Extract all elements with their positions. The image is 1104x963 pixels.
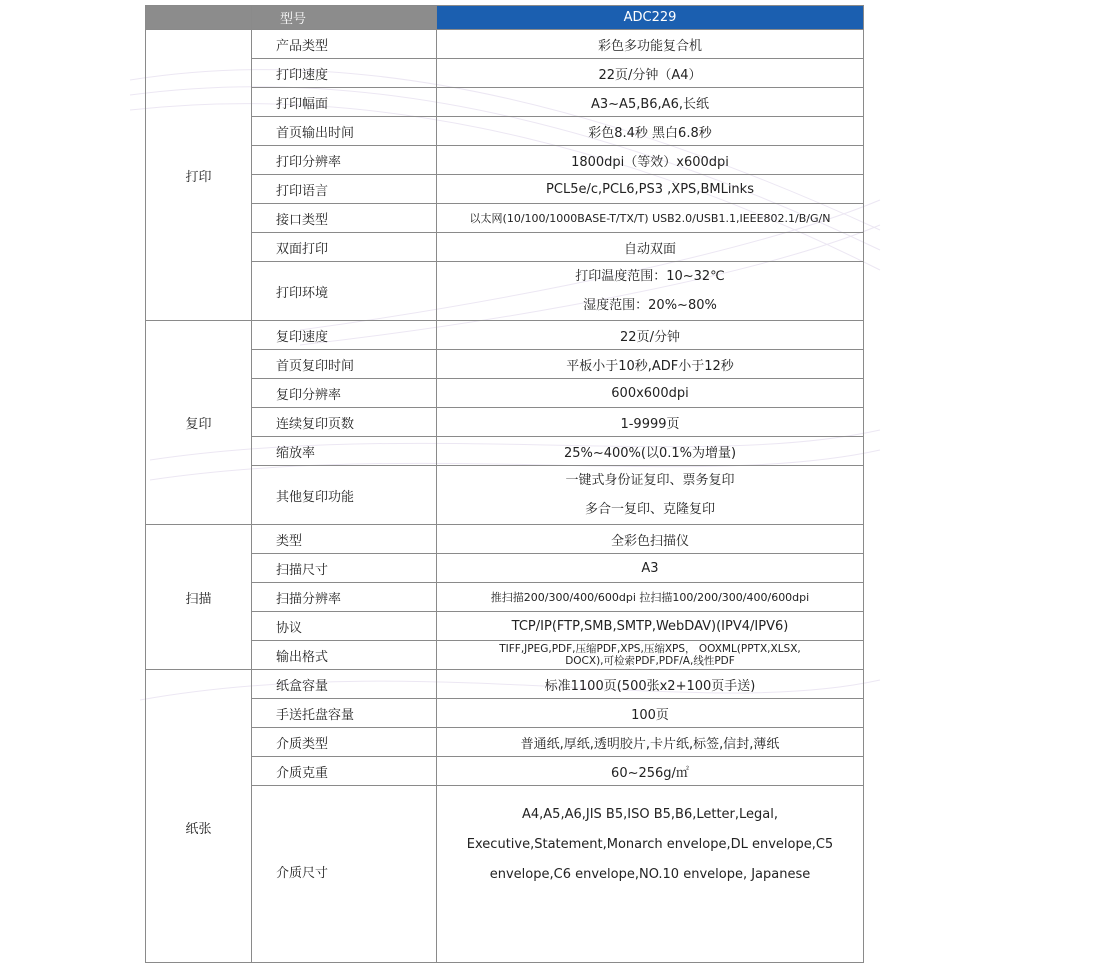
spec-value-multiline xyxy=(437,641,864,670)
category-print: 打印 xyxy=(146,30,252,321)
spec-name: 介质尺寸 xyxy=(252,786,437,963)
spec-value: 自动双面 xyxy=(437,233,864,262)
spec-value: TCP/IP(FTP,SMB,SMTP,WebDAV)(IPV4/IPV6) xyxy=(437,612,864,641)
spec-name: 手送托盘容量 xyxy=(252,699,437,728)
spec-name: 协议 xyxy=(252,612,437,641)
spec-name: 打印语言 xyxy=(252,175,437,204)
spec-value: 以太网(10/100/1000BASE-T/TX/T) USB2.0/USB1.1,IEEE802.1/B/G/N xyxy=(437,204,864,233)
value-line: Executive,Statement,Monarch envelope,DL envelope,C5 xyxy=(466,837,834,852)
table-row xyxy=(146,117,864,146)
spec-name: 产品类型 xyxy=(252,30,437,59)
table-row xyxy=(146,554,864,583)
table-row xyxy=(146,30,864,59)
value-line: TIFF,JPEG,PDF,压缩PDF,XPS,压缩XPS， OOXML(PPTX,XLSX, xyxy=(499,643,801,655)
table-row xyxy=(146,612,864,641)
spec-value: A3 xyxy=(437,554,864,583)
spec-value: 全彩色扫描仪 xyxy=(437,525,864,554)
spec-name: 连续复印页数 xyxy=(252,408,437,437)
table-row xyxy=(146,699,864,728)
table-row xyxy=(146,350,864,379)
spec-value: 600x600dpi xyxy=(437,379,864,408)
table-row xyxy=(146,757,864,786)
table-row xyxy=(146,379,864,408)
table-row xyxy=(146,59,864,88)
value-line: A4,A5,A6,JIS B5,ISO B5,B6,Letter,Legal, xyxy=(521,807,778,822)
spec-name: 输出格式 xyxy=(252,641,437,670)
spec-table xyxy=(145,5,864,963)
table-row xyxy=(146,233,864,262)
spec-name: 首页输出时间 xyxy=(252,117,437,146)
spec-value: 22页/分钟 xyxy=(437,321,864,350)
spec-name: 扫描尺寸 xyxy=(252,554,437,583)
category-paper: 纸张 xyxy=(146,670,252,963)
table-row xyxy=(146,786,864,963)
spec-value: 平板小于10秒,ADF小于12秒 xyxy=(437,350,864,379)
spec-name: 其他复印功能 xyxy=(252,466,437,525)
spec-value: 彩色多功能复合机 xyxy=(437,30,864,59)
value-line: DOCX),可检索PDF,PDF/A,线性PDF xyxy=(565,655,735,667)
spec-name: 打印幅面 xyxy=(252,88,437,117)
spec-name: 类型 xyxy=(252,525,437,554)
header-model-label: 型号 xyxy=(252,6,437,30)
table-row xyxy=(146,175,864,204)
category-copy: 复印 xyxy=(146,321,252,525)
spec-value: PCL5e/c,PCL6,PS3 ,XPS,BMLinks xyxy=(437,175,864,204)
spec-name: 复印速度 xyxy=(252,321,437,350)
spec-name: 复印分辨率 xyxy=(252,379,437,408)
table-row xyxy=(146,466,864,525)
spec-value: 彩色8.4秒 黑白6.8秒 xyxy=(437,117,864,146)
header-model-value: ADC229 xyxy=(437,6,864,30)
spec-value-multiline xyxy=(437,786,864,963)
value-line: envelope,C6 envelope,NO.10 envelope, Japanese xyxy=(489,867,811,882)
spec-value: 22页/分钟（A4） xyxy=(437,59,864,88)
table-row xyxy=(146,204,864,233)
header-row xyxy=(146,6,864,30)
spec-value: A3~A5,B6,A6,长纸 xyxy=(437,88,864,117)
spec-value: 25%~400%(以0.1%为增量) xyxy=(437,437,864,466)
table-row xyxy=(146,641,864,670)
table-row xyxy=(146,88,864,117)
spec-name: 双面打印 xyxy=(252,233,437,262)
spec-value: 推扫描200/300/400/600dpi 拉扫描100/200/300/400/600dpi xyxy=(437,583,864,612)
spec-value: 标准1100页(500张x2+100页手送) xyxy=(437,670,864,699)
header-blank-cell xyxy=(146,6,252,30)
spec-value-multiline xyxy=(437,262,864,321)
spec-value-multiline xyxy=(437,466,864,525)
spec-value: 1-9999页 xyxy=(437,408,864,437)
spec-name: 纸盒容量 xyxy=(252,670,437,699)
spec-name: 介质克重 xyxy=(252,757,437,786)
spec-name: 打印速度 xyxy=(252,59,437,88)
spec-value: 1800dpi（等效）x600dpi xyxy=(437,146,864,175)
table-row xyxy=(146,321,864,350)
category-scan: 扫描 xyxy=(146,525,252,670)
table-row xyxy=(146,525,864,554)
value-line: 湿度范围：20%~80% xyxy=(583,298,717,313)
spec-name: 介质类型 xyxy=(252,728,437,757)
spec-name: 接口类型 xyxy=(252,204,437,233)
spec-name: 打印分辨率 xyxy=(252,146,437,175)
table-row xyxy=(146,728,864,757)
value-line: 打印温度范围：10~32℃ xyxy=(575,269,725,284)
table-row xyxy=(146,146,864,175)
table-row xyxy=(146,408,864,437)
spec-name: 扫描分辨率 xyxy=(252,583,437,612)
spec-value: 60~256g/㎡ xyxy=(437,757,864,786)
spec-value: 100页 xyxy=(437,699,864,728)
spec-name: 缩放率 xyxy=(252,437,437,466)
table-row xyxy=(146,670,864,699)
table-row xyxy=(146,583,864,612)
value-line: 一键式身份证复印、票务复印 xyxy=(565,473,735,488)
spec-name: 首页复印时间 xyxy=(252,350,437,379)
table-row xyxy=(146,437,864,466)
spec-value: 普通纸,厚纸,透明胶片,卡片纸,标签,信封,薄纸 xyxy=(437,728,864,757)
table-row xyxy=(146,262,864,321)
spec-name: 打印环境 xyxy=(252,262,437,321)
value-line: 多合一复印、克隆复印 xyxy=(584,502,715,517)
